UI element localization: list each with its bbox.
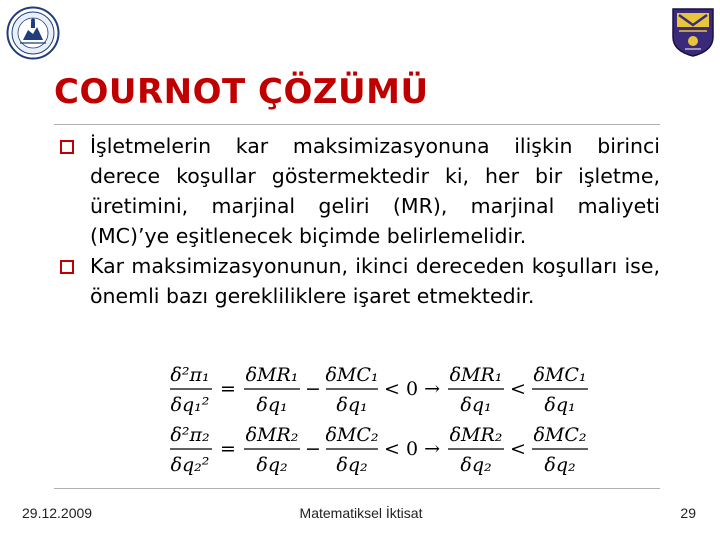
title-divider xyxy=(54,124,660,125)
footer-divider xyxy=(54,488,660,489)
eq2-mc2-numerator: δMC₂ xyxy=(533,424,587,446)
bullet-item xyxy=(58,131,660,251)
university-seal-icon xyxy=(6,6,60,60)
equation-row-1 xyxy=(170,364,588,416)
eq2-mr-denominator: δq₂ xyxy=(256,454,288,476)
eq2-lhs-denominator: δq₂² xyxy=(170,454,210,476)
eq2-minus: − xyxy=(305,438,321,460)
eq2-mc2-denominator: δq₂ xyxy=(544,454,576,476)
eq2-equals: = xyxy=(220,438,236,460)
eq2-lhs-numerator: δ²π₂ xyxy=(170,424,210,446)
eq1-minus: − xyxy=(305,378,321,400)
bullet-square-icon xyxy=(60,140,74,154)
eq1-mc-denominator: δq₁ xyxy=(336,394,368,416)
faculty-shield-icon xyxy=(671,7,715,57)
eq2-inequality: < 0 → xyxy=(384,438,441,460)
eq1-mc-numerator: δMC₁ xyxy=(325,364,379,386)
eq1-mr-numerator: δMR₁ xyxy=(245,364,299,386)
second-order-equations xyxy=(168,362,608,482)
eq1-mc2-denominator: δq₁ xyxy=(544,394,576,416)
eq1-mr-denominator: δq₁ xyxy=(256,394,288,416)
bullet-list xyxy=(58,131,660,311)
bullet-item xyxy=(58,251,660,311)
eq1-less-than: < xyxy=(510,378,526,400)
eq2-mc-numerator: δMC₂ xyxy=(325,424,379,446)
eq2-mc-denominator: δq₂ xyxy=(336,454,368,476)
bullet-text: Kar maksimizasyonunun, ikinci dereceden koşulları ise, önemli bazı gerekliliklere işaret etmektedir. xyxy=(90,254,660,308)
bullet-text: İşletmelerin kar maksimizasyonuna ilişkin birinci derece koşullar göstermektedir ki, her bir işletme, üretimini, marjinal geliri (MR), marjinal maliyeti (MC)’ye eşitlenecek biçimde belirlemelidir. xyxy=(90,134,660,248)
eq1-mr2-denominator: δq₁ xyxy=(460,394,492,416)
footer-course-title: Matematiksel İktisat xyxy=(299,505,423,521)
eq1-equals: = xyxy=(220,378,236,400)
page-title: COURNOT ÇÖZÜMÜ xyxy=(54,72,429,112)
eq2-less-than: < xyxy=(510,438,526,460)
page-number: 29 xyxy=(680,505,696,521)
equation-row-2 xyxy=(170,424,588,476)
bullet-square-icon xyxy=(60,260,74,274)
eq1-mr2-numerator: δMR₁ xyxy=(449,364,503,386)
eq1-lhs-numerator: δ²π₁ xyxy=(170,364,210,386)
eq2-mr2-numerator: δMR₂ xyxy=(449,424,503,446)
eq1-lhs-denominator: δq₁² xyxy=(170,394,210,416)
footer-date: 29.12.2009 xyxy=(22,505,93,521)
eq2-mr2-denominator: δq₂ xyxy=(460,454,492,476)
eq2-mr-numerator: δMR₂ xyxy=(245,424,299,446)
eq1-mc2-numerator: δMC₁ xyxy=(533,364,587,386)
eq1-inequality: < 0 → xyxy=(384,378,441,400)
